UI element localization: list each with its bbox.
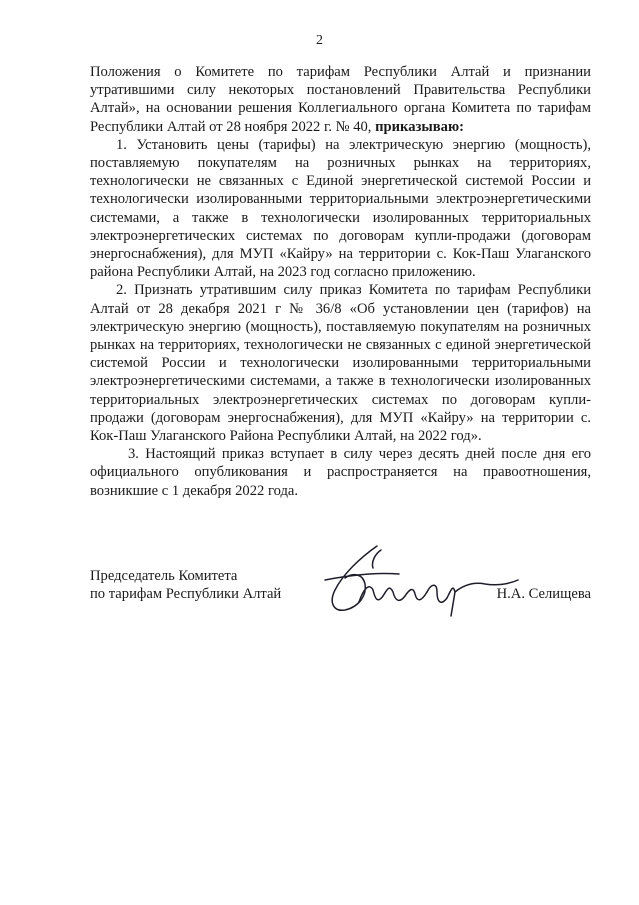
- signature-block: [90, 567, 591, 627]
- signer-title: [90, 567, 281, 603]
- item-3-paragraph: 3. Настоящий приказ вступает в силу через десять дней после дня его официального опубликования и распространяется на правоотношения, возникшие с 1 декабря 2022 года.: [90, 446, 591, 499]
- intro-text: Положения о Комитете по тарифам Республики Алтай и признании утратившими силу некоторых постановлений Правительства Республики Алтай», на основании решения Коллегиального органа Комитета по тарифам Республики Алтай от 28 ноября 2022 г. № 40,: [90, 64, 591, 135]
- signer-title-line-1: Председатель Комитета: [90, 568, 238, 584]
- signer-title-line-2: по тарифам Республики Алтай: [90, 586, 282, 603]
- intro-paragraph: [90, 63, 591, 136]
- item-2-paragraph: 2. Признать утратившим силу приказ Комитета по тарифам Республики Алтай от 28 декабря 2021 г № 36/8 «Об установлении цен (тарифов) на электрическую энергию (мощность), поставляемую покупателям на розничных рынках на территориях, технологически не связанных с единой энергетической системой России и технологически изолированными территориальными электроэнергетическими системами, а также в технологически изолированных территориальных электроэнергетических системах по договорам купли-продажи (договорам энергоснабжения), для МУП «Кайру» на территории с. Кок-Паш Улаганского Района Республики Алтай, на 2022 год».: [90, 282, 591, 445]
- signature-strokes: [325, 546, 518, 616]
- decree-word: приказываю:: [375, 118, 464, 135]
- page-number: 2: [316, 33, 323, 48]
- handwritten-signature-image: [315, 540, 520, 620]
- document-body: [90, 63, 591, 500]
- signer-name: Н.А. Селищева: [496, 586, 591, 602]
- item-1-paragraph: 1. Установить цены (тарифы) на электрическую энергию (мощность), поставляемую покупателям на розничных рынках на территориях, технологически не связанных с Единой энергетической системой России и технологически изолированными территориальными электроэнергетическими системами, а также в технологически изолированных территориальных электроэнергетических системах по договорам купли-продажи (договорам энергоснабжения), для МУП «Кайру» на территории с. Кок-Паш Улаганского района Республики Алтай, на 2023 год согласно приложению.: [90, 136, 591, 281]
